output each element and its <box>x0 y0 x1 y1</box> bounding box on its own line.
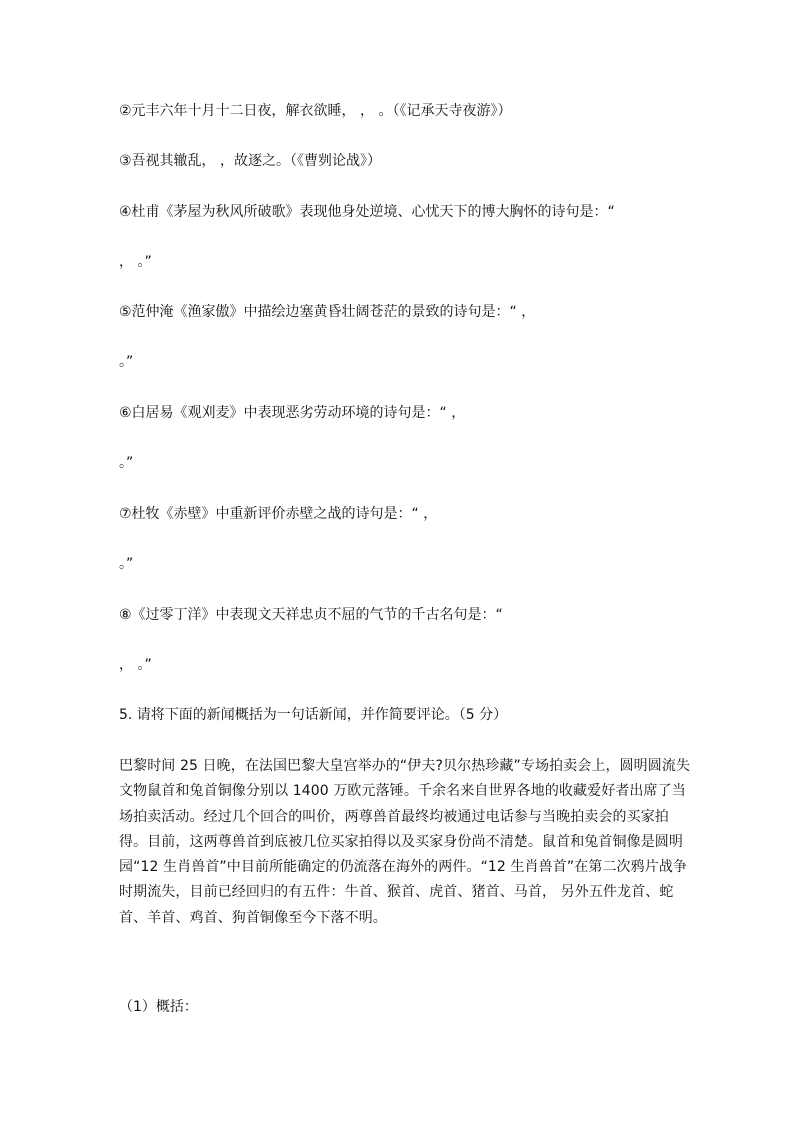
question-item-8-continuation: ， 。” <box>119 657 152 673</box>
question-item-4-continuation: ， 。” <box>119 254 152 270</box>
question-item-7: ⑦杜牧《赤壁》中重新评价赤壁之战的诗句是：“ ， <box>119 506 438 522</box>
question-item-8: ⑧《过零丁洋》中表现文天祥忠贞不屈的气节的千古名句是：“ <box>119 607 503 623</box>
question-item-5-continuation: 。” <box>119 354 134 370</box>
question-item-2: ②元丰六年十月十二日夜，解衣欲睡， ， 。（《记承天寺夜游》） <box>119 103 512 119</box>
question-item-3: ③吾视其辙乱， ，故逐之。（《曹刿论战》） <box>119 153 381 169</box>
question-item-4: ④杜甫《茅屋为秋风所破歌》表现他身处逆境、心忧天下的博大胸怀的诗句是：“ <box>119 204 615 220</box>
question-item-6-continuation: 。” <box>119 455 134 471</box>
summary-prompt: （1）概括： <box>119 999 198 1015</box>
question-item-5: ⑤范仲淹《渔家傲》中描绘边塞黄昏壮阔苍茫的景致的诗句是：“ ， <box>119 304 536 320</box>
question-item-6: ⑥白居易《观刈麦》中表现恶劣劳动环境的诗句是：“ ， <box>119 405 466 421</box>
question-5-heading: 5. 请将下面的新闻概括为一句话新闻，并作简要评论。（5 分） <box>119 707 508 723</box>
question-item-7-continuation: 。” <box>119 556 134 572</box>
news-paragraph: 巴黎时间 25 日晚，在法国巴黎大皇宫举办的“伊夫?贝尔热珍藏”专场拍卖会上，圆明圆流失文物鼠首和兔首铜像分别以 1400 万欧元落锤。千余名来自世界各地的收藏爱好者出席了当场拍卖活动。经过几个回合的叫价，两尊兽首最终均被通过电话参与当晚拍卖会的买家拍得。目前，这两尊兽首到底被几位买家拍得以及买家身份尚不清楚。鼠首和兔首铜像是圆明园“12 生肖兽首”中目前所能确定的仍流落在海外的两件。“12 生肖兽首”在第二次鸦片战争时期流失，目前已经回归的有五件：牛首、猴首、虎首、猪首、马首， 另外五件龙首、蛇首、羊首、鸡首、狗首铜像至今下落不明。 <box>119 758 691 926</box>
